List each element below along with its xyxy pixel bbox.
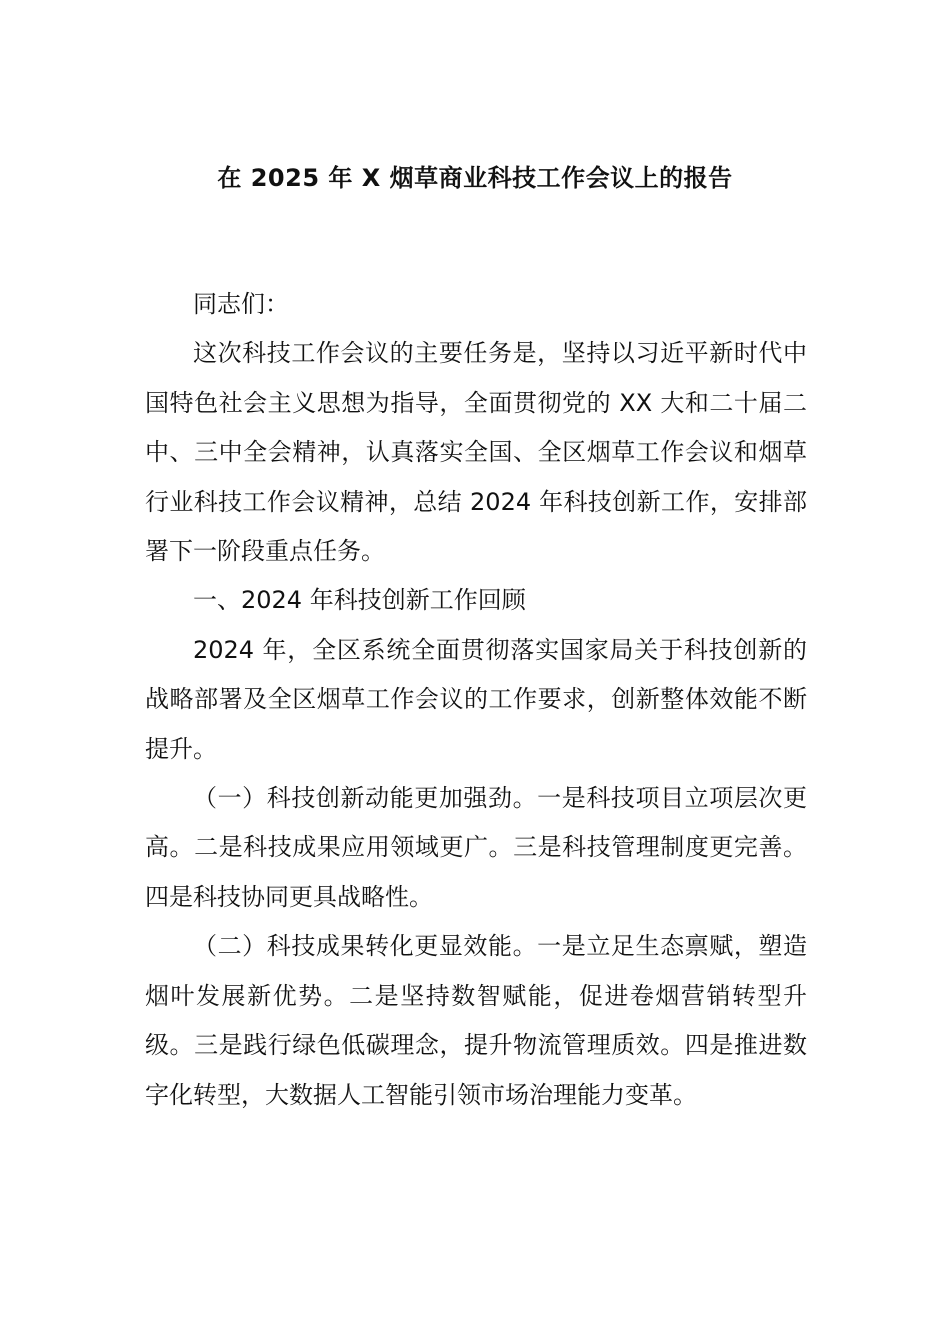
- review-paragraph: 2024 年，全区系统全面贯彻落实国家局关于科技创新的战略部署及全区烟草工作会议的工作要求，创新整体效能不断提升。: [145, 635, 807, 763]
- document-body: [145, 280, 807, 1120]
- subsection-1-paragraph: （一）科技创新动能更加强劲。一是科技项目立项层次更高。二是科技成果应用领域更广。三是科技管理制度更完善。四是科技协同更具战略性。: [145, 784, 807, 911]
- salutation-paragraph: 同志们：: [193, 290, 289, 318]
- intro-paragraph: 这次科技工作会议的主要任务是，坚持以习近平新时代中国特色社会主义思想为指导，全面贯彻党的 XX 大和二十届二中、三中全会精神，认真落实全国、全区烟草工作会议和烟草行业科技工作会议精神，总结 2024 年科技创新工作，安排部署下一阶段重点任务。: [145, 339, 807, 566]
- section-heading-1: 一、2024 年科技创新工作回顾: [193, 586, 526, 615]
- document-title: 在 2025 年 X 烟草商业科技工作会议上的报告: [217, 164, 733, 192]
- subsection-2-paragraph: （二）科技成果转化更显效能。一是立足生态禀赋，塑造烟叶发展新优势。二是坚持数智赋能，促进卷烟营销转型升级。三是践行绿色低碳理念，提升物流管理质效。四是推进数字化转型，大数据人工智能引领市场治理能力变革。: [145, 932, 807, 1109]
